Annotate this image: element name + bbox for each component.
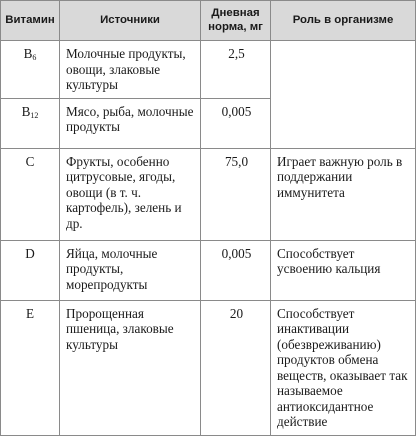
norm-cell: 20 xyxy=(201,300,271,435)
sources-cell: Фрукты, особенно цитрусовые, ягоды, овощи (в т. ч. картофель), зелень и др. xyxy=(60,148,201,240)
header-role: Роль в организме xyxy=(271,1,416,41)
table-row-b6 xyxy=(1,41,416,99)
table-row-e xyxy=(1,300,416,435)
vitamin-cell: $B_{12}$ xyxy=(1,98,60,148)
sources-cell: Молочные продукты, овощи, злаковые культуры xyxy=(60,41,201,99)
table-row-c xyxy=(1,148,416,240)
role-cell: Способствует инактивации (обезвреживанию) продуктов обмена веществ, оказывает так называемое антиоксидантное действие xyxy=(271,300,416,435)
header-sources: Источники xyxy=(60,1,201,41)
vitamin-cell: C xyxy=(1,148,60,240)
vitamin-cell: $B_6$ xyxy=(1,41,60,99)
role-cell xyxy=(271,41,416,149)
header-vitamin: Витамин xyxy=(1,1,60,41)
vitamin-cell: D xyxy=(1,240,60,300)
vitamin-cell: E xyxy=(1,300,60,435)
role-cell: Способствует усвоению кальция xyxy=(271,240,416,300)
norm-cell: 0,005 xyxy=(201,240,271,300)
norm-cell: 75,0 xyxy=(201,148,271,240)
sources-cell: Яйца, молочные продукты, морепродукты xyxy=(60,240,201,300)
sources-cell: Пророщенная пшеница, злаковые культуры xyxy=(60,300,201,435)
header-daily-norm: Дневная норма, мг xyxy=(201,1,271,41)
table-row-d xyxy=(1,240,416,300)
norm-cell: 2,5 xyxy=(201,41,271,99)
norm-cell: 0,005 xyxy=(201,98,271,148)
role-cell: Играет важную роль в поддержании иммунитета xyxy=(271,148,416,240)
header-row xyxy=(1,1,416,41)
sources-cell: Мясо, рыба, молочные продукты xyxy=(60,98,201,148)
